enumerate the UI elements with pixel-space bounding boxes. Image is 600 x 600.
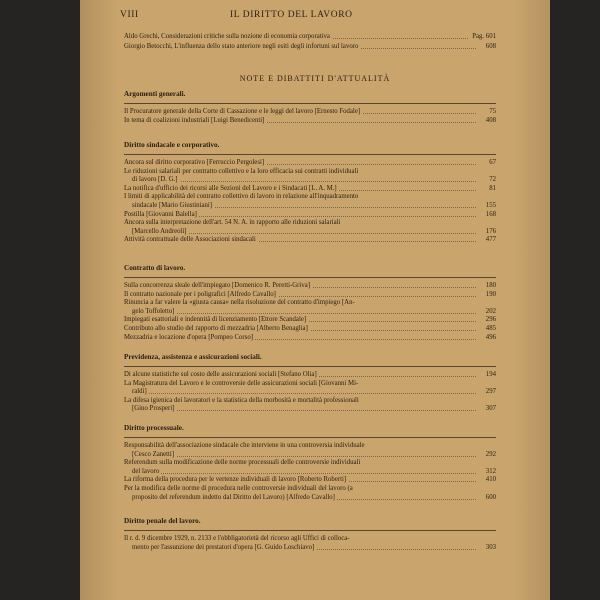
index-entry-line	[132, 176, 496, 184]
index-entry-line	[124, 219, 496, 227]
index-entry-line	[124, 334, 496, 342]
section-heading: Diritto processuale.	[124, 424, 184, 432]
entry-text: Referendum sulla modificazione delle norme processuali delle controversie individuali	[124, 459, 361, 467]
index-entry-line	[124, 371, 496, 379]
section-rule	[124, 154, 496, 155]
leader-dots	[132, 473, 476, 474]
entry-text: I limiti di applicabilità del contratto collettivo di lavoro in relazione all'inquadramento	[124, 193, 359, 201]
leader-dots	[132, 393, 476, 394]
entry-page-number: 307	[483, 405, 496, 413]
entry-text: In tema di coalizioni industriali [Luigi Benedicenti]	[124, 116, 265, 124]
index-entry-line	[124, 282, 496, 290]
entry-text: Impiegati esattoriali e indennità di licenziamento [Ettore Scandale]	[124, 316, 307, 324]
leader-dots	[132, 456, 476, 457]
entry-text: Il contratto nazionale per i poligrafici [Alfredo Cavallo]	[124, 290, 276, 298]
section-rule	[124, 437, 496, 438]
entry-page-number: 485	[483, 325, 496, 333]
entry-page-number: Pag. 601	[469, 33, 496, 41]
page-number-roman: VIII	[120, 10, 139, 20]
section-title: NOTE E DIBATTITI D'ATTUALITÀ	[239, 74, 391, 83]
index-entry-line	[132, 228, 496, 236]
index-entry-line	[132, 544, 496, 552]
index-entry-line	[124, 299, 496, 307]
entry-text: Il Procuratore generale della Corte di Cassazione e le leggi del lavoro [Ernesto Fodale]	[124, 108, 361, 115]
entry-text: di lavoro [D. G.]	[132, 176, 178, 184]
index-entry-line	[132, 388, 496, 396]
index-entry-line	[124, 459, 496, 467]
index-entry-line	[124, 485, 496, 493]
entry-page-number: 202	[483, 308, 496, 316]
index-entry-line	[124, 211, 496, 219]
entry-text: Responsabilità dell'associazione sindacale che interviene in una controversia individuale	[124, 442, 365, 449]
section-heading: Previdenza, assistenza e assicurazioni sociali.	[124, 353, 262, 361]
entry-text: Per la modifica delle norme di procedura nelle controversie individuali del lavoro (a	[124, 485, 353, 492]
document-page	[80, 0, 550, 600]
section-rule	[124, 277, 496, 278]
entry-text: Le riduzioni salariali per contratto collettivo e la loro efficacia sui contratti individuali	[124, 167, 359, 175]
entry-text: Postilla [Giovanni Balella]	[124, 210, 197, 218]
index-entry-line	[132, 494, 496, 502]
index-entry-line	[124, 117, 496, 125]
index-entry-line	[124, 168, 496, 176]
entry-page-number: 600	[483, 494, 496, 502]
section-rule	[124, 530, 496, 531]
entry-text: Giorgio Betocchi, L'influenza dello stato anteriore negli esiti degli infortuni sul lavoro	[124, 43, 359, 50]
entry-text: Rinuncia a far valere la «giusta causa» nella risoluzione del contratto d'impiego [An-	[124, 299, 355, 307]
entry-text: Contributo allo studio del rapporto di mezzadria [Alberto Benaglia]	[124, 325, 308, 332]
index-entry-line	[132, 202, 496, 210]
section-rule	[124, 366, 496, 367]
index-entry-line	[124, 43, 496, 51]
entry-page-number: 297	[483, 388, 496, 396]
entry-text: La riforma della procedura per le vertenze individuali di lavoro [Roberto Roberti]	[124, 476, 347, 484]
entry-page-number: 67	[486, 159, 496, 167]
entry-text: Il r. d. 9 dicembre 1929, n. 2133 e l'obbligatorietà del ricorso agli Uffici di colloca-	[124, 535, 350, 542]
section-rule	[124, 103, 496, 104]
index-entry-line	[124, 193, 496, 201]
index-entry-line	[124, 316, 496, 324]
entry-page-number: 303	[483, 544, 496, 552]
entry-text: Aldo Grechi, Considerazioni critiche sulla nozione di economia corporativa	[124, 33, 330, 40]
entry-text: gelo Toffoletto]	[132, 307, 175, 315]
entry-page-number: 312	[483, 468, 496, 476]
entry-text: La difesa igienica dei lavoratori e la statistica della morbosità e mortalità professionali	[124, 396, 359, 404]
index-entry-line	[124, 236, 496, 244]
leader-dots	[132, 313, 476, 314]
entry-page-number: 72	[486, 176, 496, 184]
entry-text: [Gino Prosperi]	[132, 405, 175, 413]
leader-dots	[132, 181, 476, 182]
entry-text: mento per l'assunzione dei prestatori d'opera [G. Guido Loschiavo]	[132, 543, 315, 551]
running-header: IL DIRITTO DEL LAVORO	[230, 10, 353, 20]
entry-text: La Magistratura del Lavoro e le controversie delle assicurazioni sociali [Giovanni Mi-	[124, 379, 359, 387]
entry-text: Ancora sulla interpretazione dell'art. 54 N. A. in rapporto alle riduzioni salariali	[124, 219, 341, 227]
index-entry-line	[124, 442, 496, 450]
entry-text: Sulla concorrenza sleale dell'impiegato [Domenico R. Peretti-Griva]	[124, 282, 310, 289]
entry-page-number: 155	[483, 202, 496, 210]
section-heading: Diritto sindacale e corporativo.	[124, 141, 220, 149]
entry-text: proposito del referendum indetto dal Diritto del Lavoro) [Alfredo Cavallo]	[132, 493, 335, 501]
entry-page-number: 75	[486, 108, 496, 116]
entry-page-number: 296	[483, 316, 496, 324]
index-entry-line	[132, 308, 496, 316]
index-entry-line	[124, 159, 496, 167]
index-entry-line	[124, 108, 496, 116]
index-entry-line	[124, 33, 496, 41]
entry-page-number: 408	[483, 117, 496, 125]
index-entry-line	[124, 380, 496, 388]
entry-page-number: 496	[483, 334, 496, 342]
index-entry-line	[132, 468, 496, 476]
entry-page-number: 194	[483, 371, 496, 379]
entry-page-number: 477	[483, 236, 496, 244]
index-entry-line	[124, 476, 496, 484]
entry-text: La notifica d'ufficio dei ricorsi alle Sezioni del Lavoro e i Sindacati [L. A. M.]	[124, 184, 337, 192]
entry-text: Di alcune statistiche sul costo delle assicurazioni sociali [Stefano Olia]	[124, 371, 317, 378]
entry-text: Attività contrattuale delle Associazioni sindacali	[124, 236, 256, 244]
index-entry-line	[124, 325, 496, 333]
index-entry-line	[132, 451, 496, 459]
entry-text: sindacale [Mario Giustiniani]	[132, 202, 213, 209]
entry-text: [Cesco Zanetti]	[132, 450, 175, 458]
entry-page-number: 608	[483, 43, 496, 51]
entry-page-number: 190	[483, 291, 496, 299]
entry-page-number: 292	[483, 451, 496, 459]
entry-text: del lavoro	[132, 467, 160, 475]
index-entry-line	[132, 405, 496, 413]
entry-page-number: 410	[483, 476, 496, 484]
entry-text: raldi]	[132, 388, 147, 396]
entry-text: Mezzadria e locazione d'opera [Pompeo Corso]	[124, 333, 253, 341]
index-entry-line	[124, 535, 496, 543]
entry-page-number: 176	[483, 228, 496, 236]
entry-page-number: 168	[483, 211, 496, 219]
section-heading: Contratto di lavoro.	[124, 264, 186, 272]
entry-text: [Marcello Andreoli]	[132, 227, 187, 235]
section-heading: Argomenti generali.	[124, 90, 186, 98]
entry-page-number: 81	[486, 185, 496, 193]
entry-page-number: 180	[483, 282, 496, 290]
index-entry-line	[124, 291, 496, 299]
entry-text: Ancora sul diritto corporativo [Ferruccio Pergolesi]	[124, 159, 265, 166]
index-entry-line	[124, 397, 496, 405]
leader-dots	[132, 410, 476, 411]
index-entry-line	[124, 185, 496, 193]
section-heading: Diritto penale del lavoro.	[124, 517, 201, 525]
